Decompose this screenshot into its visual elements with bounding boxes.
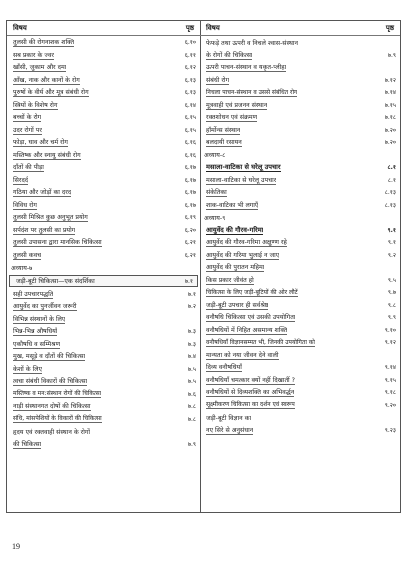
entry-title: मूत्रवाही एवं प्रजनन संस्थान [206,101,268,109]
entry-page: ७.१४ [384,89,396,97]
entry-title: वनौषधियों में निहित असमान्य शक्ति [206,326,288,334]
entry-title: जड़ी-बूटी उपचार ही सर्वश्रेष्ठ [206,301,269,309]
entry-page: ७.१ [187,290,196,298]
toc-entry [7,425,200,438]
entry-title: पुरुषों के वीर्य और मूत्र संबंधी रोग [13,89,89,97]
entry-page: ६.२१ [184,251,196,259]
toc-entry [7,111,200,124]
entry-page: ७.८ [187,415,196,423]
entry-title: विविध रोग [13,201,37,209]
toc-entry [200,86,400,99]
entry-page: ९.२० [384,401,396,409]
subject-heading: विषय [13,23,27,32]
entry-title: शाक-वाटिका भी लगाएँ [206,201,259,209]
toc-entry [200,236,400,249]
entry-title: खाँसी, जुकाम और दमा [13,64,67,72]
entry-page: ८.१ [387,176,396,184]
entry-title: आयुर्वेद की गौरव-गरिमा [206,225,264,234]
entry-title: गठिया और जोड़ों का दरद [13,189,72,197]
entry-title: स्त्रियों के विशेष रोग [13,101,58,109]
entry-page: ९.२३ [384,426,396,434]
entry-page: ७.१ [184,277,193,285]
chapter-label [7,261,200,274]
entry-page: ७.१२ [384,76,396,84]
chapter-title [200,161,400,174]
entry-title: वनौषधि चिकित्सा एवं उसकी उपयोगिता [206,314,296,322]
left-column [7,21,201,512]
entry-title: वनौषधियाँ चमत्कार क्यों नहीं दिखातीं ? [206,376,296,384]
entry-title: तुलसी कवच [13,251,42,259]
entry-page: ९.१ [387,226,396,234]
entry-title: रक्तशोधन एवं संक्रमण [206,114,258,122]
entry-title: मसाला-वाटिका से घरेलू उपचार [206,176,277,184]
toc-entry [7,86,200,99]
toc-entry [7,438,200,451]
entry-title: फोड़ा, घाव और चर्म रोग [13,139,68,147]
entry-page: ९.७ [387,289,396,297]
page-heading: पृष्ठ [185,23,194,32]
entry-title: के रोगों की चिकित्सा [206,51,253,59]
entry-page: ७.३ [187,340,196,348]
toc-entry [200,311,400,324]
entry-page: ६.१२ [184,64,196,72]
toc-entry [7,186,200,199]
entry-title: आँख, नाक और कानों के रोग [13,76,80,84]
right-column [200,21,400,512]
entry-title: त्वचा संबंधी विकारों की चिकित्सा [13,378,88,386]
entry-page: ७.१८ [384,114,396,122]
toc-entry [200,186,400,199]
toc-entry [200,349,400,362]
entry-page: ६.२१ [184,239,196,247]
entry-page: ६.१६ [184,151,196,159]
entry-title: मस्तिष्क व मन:संस्थान रोगों की चिकित्सा [13,390,102,398]
toc-entry [7,149,200,162]
toc-entry [200,36,400,49]
entry-title: तुलसी उपासना द्वारा मानसिक चिकित्सा [13,239,102,247]
entry-page: ७.२ [187,303,196,311]
entry-page: ७.३ [187,328,196,336]
toc-entry [7,136,200,149]
entry-title: सही उपचारपद्धति [13,290,54,298]
entry-title: जड़ी-बूटी विज्ञान का [206,414,252,422]
entry-title: अध्याय-८ [204,152,226,160]
toc-entry [7,61,200,74]
entry-page: ७.८ [187,403,196,411]
entry-title: सिरदर्द [13,176,29,184]
chapter-title [200,224,400,237]
toc-entry [7,338,200,351]
entry-title: नाड़ी संस्थानगत दोषों की चिकित्सा [13,403,91,411]
right-column-header [200,21,400,36]
entry-title: भिन्न-भिन्न औषधियाँ [13,328,58,336]
entry-page: ९.१२ [384,339,396,347]
toc-entry [200,199,400,212]
entry-page: ९.१४ [384,364,396,372]
entry-page: ८.१३ [384,201,396,209]
entry-title: संकेतिका [206,189,227,197]
entry-page: ९.१० [384,326,396,334]
entry-page: ८.१ [387,164,396,172]
entry-page: ६.१० [184,39,196,47]
entry-title: की चिकित्सा [13,440,42,448]
subject-heading: विषय [206,23,220,32]
entry-page: ७.९ [187,440,196,448]
entry-page: ६.१७ [184,164,196,172]
entry-title: बच्चों के रोग [13,114,42,122]
toc-entry [200,374,400,387]
toc-entry [7,211,200,224]
toc-entry [200,249,400,262]
toc-entry [200,361,400,374]
entry-title: किस प्रकार जीवंत हो [206,276,254,284]
toc-entry [200,386,400,399]
toc-entry [200,324,400,337]
toc-entry [7,161,200,174]
entry-page: ९.९ [387,314,396,322]
toc-entry [200,411,400,424]
entry-title: सब प्रकार के ज्वर [13,51,54,59]
toc-entry [7,288,200,301]
toc-entry [7,413,200,426]
entry-title: नए सिरे से अनुसंधान [206,426,254,434]
entry-title: आयुर्वेद की पुरातन महिमा [206,264,265,272]
entry-page: ७.४ [187,353,196,361]
left-column-header [7,21,200,36]
toc-entry [7,400,200,413]
entry-page: ८.१३ [384,189,396,197]
entry-title: हॉर्मोन्स संस्थान [206,126,241,134]
entry-page: ६.१७ [184,201,196,209]
entry-title: संबंधी रोग [206,76,230,84]
toc-entry [200,99,400,112]
toc-entry [200,286,400,299]
entry-title: सूक्ष्मीकरण चिकित्सा का दर्शन एवं स्वरूप [206,401,295,409]
toc-entry [200,111,400,124]
toc-entry [7,99,200,112]
toc-entry [200,124,400,137]
page-heading: पृष्ठ [385,23,394,32]
entry-page: ९.१ [387,239,396,247]
toc-entry [7,236,200,249]
entry-page: ९.२ [387,251,396,259]
entry-page: ६.१७ [184,189,196,197]
toc-entry [7,325,200,338]
entry-page: ६.११ [184,51,196,59]
entry-page: ९.५ [387,276,396,284]
entry-page: ७.२० [384,139,396,147]
entry-title: वनौषधियाँ विज्ञानसम्मत भी, जिनकी उपयोगिता को [206,338,315,346]
entry-page: ६.१९ [184,214,196,222]
entry-page: ६.१५ [184,126,196,134]
entry-page: ७.१५ [384,101,396,109]
entry-title: आयुर्वेद की गौरव-गरिमा अक्षुण्ण रहे [206,239,287,247]
entry-title: अध्याय-९ [204,214,226,222]
entry-title: अध्याय-७ [11,264,33,272]
toc-entry [200,299,400,312]
entry-page: ९.१५ [384,376,396,384]
toc-entry [7,363,200,376]
entry-title: तुलसी की रोगनाशक शक्ति [13,39,75,47]
entry-title: सर्पदंश पर तुलसी का प्रयोग [13,226,76,234]
toc-entry [200,424,400,437]
entry-page: ७.५ [187,365,196,373]
entry-title: एकौषधि व सम्मिश्रण [13,340,61,348]
toc-entry [7,36,200,49]
entry-title: तुलसी मिश्रित कुछ अनुभूत प्रयोग [13,214,88,222]
entry-title: चिकित्सा के लिए जड़ी-बूटियों की ओर लौटें [206,288,298,296]
entry-page: ६.१६ [184,139,196,147]
entry-page: ६.२० [184,226,196,234]
entry-page: ९.१८ [384,389,396,397]
toc-entry [7,199,200,212]
right-toc-list [200,36,400,436]
entry-title: मसाला-वाटिका से घरेलू उपचार [206,163,281,172]
entry-title: मस्तिष्क और स्नायु संबंधी रोग [13,151,81,159]
toc-entry [200,174,400,187]
toc-entry [200,136,400,149]
page-number: 19 [12,542,20,551]
contents-page [6,20,401,513]
entry-title: आयुर्वेद का पुनर्जीवन जरूरी [13,303,77,311]
toc-entry [7,388,200,401]
entry-page: ६.१७ [184,176,196,184]
entry-title: वनौषधियों से दिव्यशक्ति का अभिवर्द्धन [206,389,295,397]
chapter-title [9,275,198,287]
chapter-label [200,211,400,224]
toc-entry [7,74,200,87]
entry-title: मुख, मसूड़े व दाँतों की चिकित्सा [13,353,86,361]
toc-entry [7,300,200,313]
toc-entry [200,61,400,74]
toc-entry [200,336,400,349]
entry-title: दिव्य वनौषधियाँ [206,364,242,372]
entry-page: ९.८ [387,301,396,309]
entry-title: ऊपरी पाचन-संस्थान व यकृत-प्लीहा [206,64,287,72]
toc-entry [7,224,200,237]
entry-title: बलदायी रसायन [206,139,242,147]
entry-title: केशों के लिए [13,365,42,373]
entry-title: आयुर्वेद की गरिमा भुलाई न जाए [206,251,280,259]
entry-title: दाँतों की पीड़ा [13,164,44,172]
entry-page: ६.१४ [184,101,196,109]
entry-title: मान्यता को नया जीवन देने वाली [206,351,279,359]
entry-page: ७.२० [384,126,396,134]
entry-title: संधि, मांसपेशियों के विकारों की चिकित्सा [13,415,102,423]
toc-entry [200,399,400,412]
toc-entry [7,350,200,363]
toc-entry [7,375,200,388]
toc-entry [200,274,400,287]
toc-entry [7,49,200,62]
toc-entry [7,124,200,137]
toc-entry [7,313,200,326]
entry-page: ६.१३ [184,76,196,84]
toc-entry [200,49,400,62]
entry-title: उदर रोगों पर [13,126,42,134]
entry-title: जड़ी-बूटी चिकित्सा—एक संदर्शिका [16,278,95,285]
toc-entry [7,174,200,187]
toc-entry [200,261,400,274]
entry-page: ७.५ [187,378,196,386]
chapter-label [200,149,400,162]
toc-entry [200,74,400,87]
entry-page: ७.६ [187,390,196,398]
entry-title: फेफड़े तथा ऊपरी व निचले श्वास-संस्थान [206,39,299,47]
entry-page: ६.१५ [184,114,196,122]
entry-title: निचला पाचन-संस्थान व उससे संबंधित रोग [206,88,298,96]
entry-title: विभिन्न संस्थानों के लिए [13,315,66,323]
entry-page: ७.९ [387,51,396,59]
entry-page: ६.१३ [184,89,196,97]
left-toc-list [7,36,200,450]
entry-title: हृदय एवं रक्तवाही संस्थान के रोगों [13,428,91,436]
toc-entry [7,249,200,262]
